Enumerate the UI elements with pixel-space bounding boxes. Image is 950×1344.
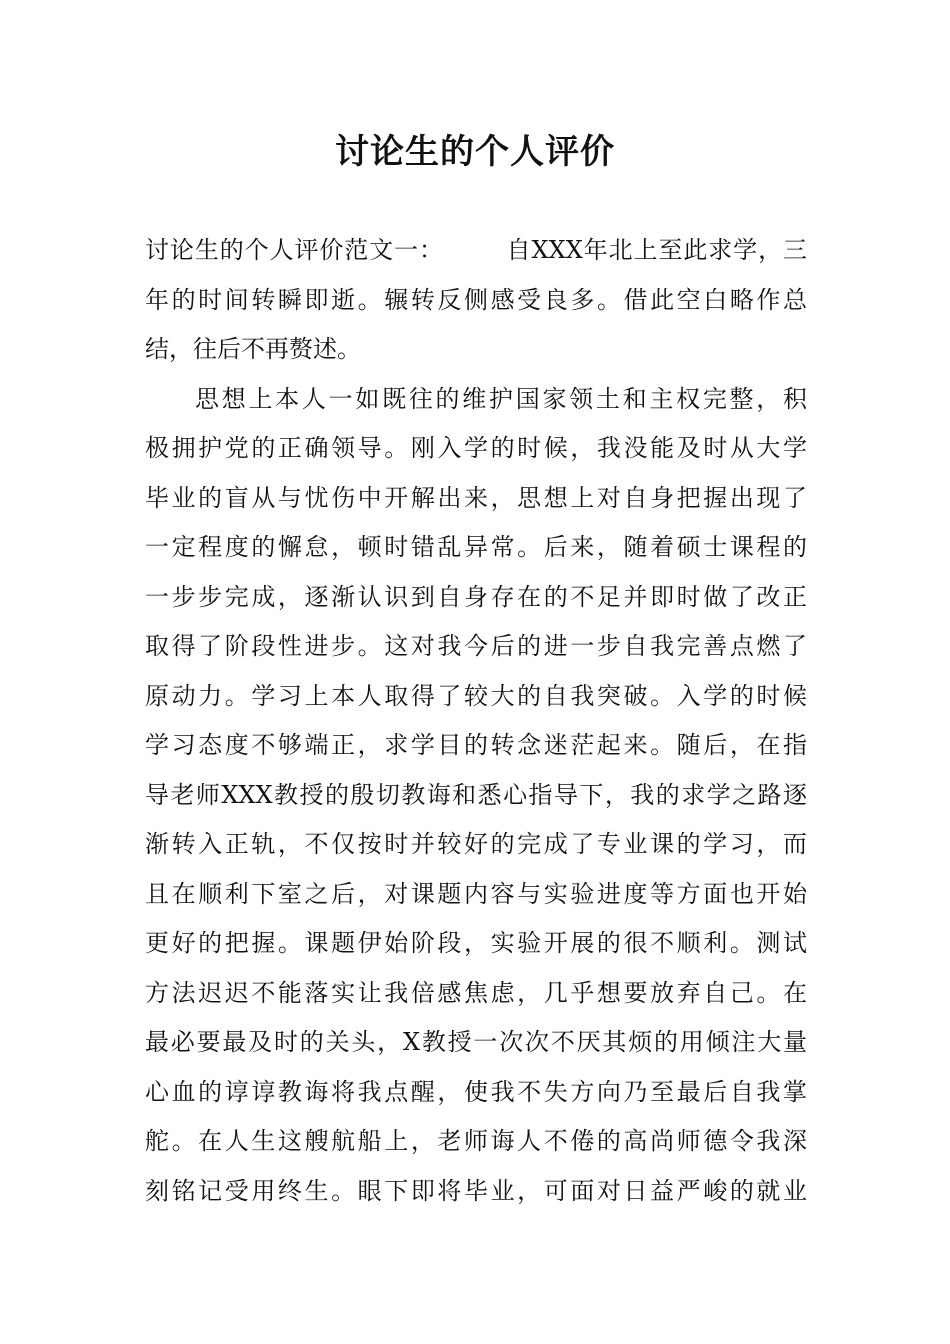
text-line: 讨论生的个人评价范文一： 自XXX年北上至此求学，三 xyxy=(145,236,807,264)
text-line: 且在顺利下室之后，对课题内容与实验进度等方面也开始 xyxy=(145,879,807,908)
text-line: 取得了阶段性进步。这对我今后的进一步自我完善点燃了 xyxy=(145,632,807,660)
text-line: 心血的谆谆教诲将我点醒，使我不失方向乃至最后自我掌 xyxy=(145,1077,807,1106)
text-line: 原动力。学习上本人取得了较大的自我突破。入学的时候 xyxy=(145,681,807,710)
text-line: 方法迟迟不能落实让我倍感焦虑，几乎想要放弃自己。在 xyxy=(145,978,807,1007)
text-line: 刻铭记受用终生。眼下即将毕业，可面对日益严峻的就业 xyxy=(145,1176,807,1205)
text-line: 年的时间转瞬即逝。辗转反侧感受良多。借此空白略作总 xyxy=(145,285,807,314)
text-line: 渐转入正轨，不仅按时并较好的完成了专业课的学习，而 xyxy=(145,830,807,858)
text-line: 一步步完成，逐渐认识到自身存在的不足并即时做了改正 xyxy=(145,582,807,611)
text-line: 思想上本人一如既往的维护国家领土和主权完整，积 xyxy=(195,384,807,413)
text-line: 舵。在人生这艘航船上，老师诲人不倦的高尚师德令我深 xyxy=(145,1127,807,1155)
text-line: 导老师XXX教授的殷切教诲和悉心指导下，我的求学之路逐 xyxy=(145,780,807,809)
text-line: 最必要最及时的关头，X教授一次次不厌其烦的用倾注大量 xyxy=(145,1028,807,1056)
text-line: 一定程度的懈怠，顿时错乱异常。后来，随着硕士课程的 xyxy=(145,533,807,561)
document-body xyxy=(145,226,807,1216)
text-line: 结，往后不再赘述。 xyxy=(145,335,361,363)
text-line: 学习态度不够端正，求学目的转念迷茫起来。随后，在指 xyxy=(145,731,807,759)
text-line: 极拥护党的正确领导。刚入学的时候，我没能及时从大学 xyxy=(145,434,807,462)
text-line: 更好的把握。课题伊始阶段，实验开展的很不顺利。测试 xyxy=(145,929,807,957)
text-line: 毕业的盲从与忧伤中开解出来，思想上对自身把握出现了 xyxy=(145,483,807,512)
paragraph-1 xyxy=(145,226,807,375)
paragraph-2 xyxy=(145,375,807,1217)
document-title: 讨论生的个人评价 xyxy=(335,132,615,172)
